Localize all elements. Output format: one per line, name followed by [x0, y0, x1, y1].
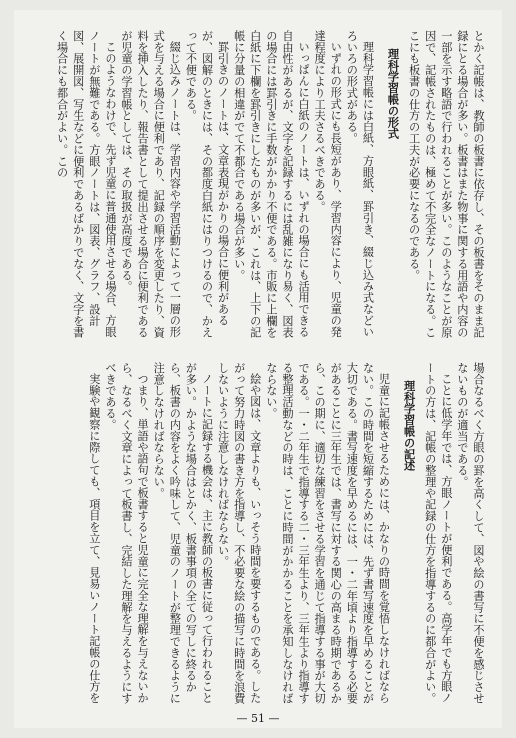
paragraph: 実験や観察に際しても、項目を立て、見易いノート記帳の仕方を [87, 373, 101, 704]
paragraph: ノートに記録する機会は、主に教師の板書に従って行われることが多い。かような場合はとかく、板書事項の全ての写しに終るから、板書の内容をよく吟味して、児童のノートが整理できるように注意しなければならない。 [152, 362, 214, 704]
bottom-tier-text [28, 362, 486, 706]
paragraph: いずれの形式にも長短があり、学習内容により、児童の発達程度により工夫さるべきである。 [313, 30, 343, 338]
paragraph: とかく記帳は、教師の板書に依存し、その板書をそのまま記録にとる場合が多い。板書はまた物事に関する用語や内容の一部を示す略語で行われることが多い。このようなことが原因で、記帳されたものは、極めて不完全なノートになる。ここにも板書の仕方の工夫が必要になるのである。 [407, 30, 485, 338]
paragraph: いっぱんに白紙のノートは、いずれの場合にも活用できる自由性があるが、文字を記録するには乱雑になり易く、図表の場合には罫引きに手数がかかり不便である。市販に上欄を白紙に下欄を罫引きにしたものが多いが、これは、上下の記帳に分量の相違がでて不都合である場合が多い。 [232, 30, 311, 338]
section-heading: 理科学習帳の形式 [386, 47, 400, 140]
paragraph: 罫引きのノートは、文章表現がかりの場合に便利があるが、図解のときには、その都度白紙にはりつけるので、かえって不便である。 [184, 30, 230, 338]
paragraph: 綴じ込みノートは、学習内容や学習活動によって一層の形式を与える場合に便利であり、記録の順序を変更したり、資料を挿入したり、報告書として提出させる場合に便利であるが児童の学習帳としては、その取扱が高度である。 [120, 30, 182, 338]
paragraph: 絵や図は、文章よりも、いっそう時間を要するものである。したがって努力時図の書き方を指導し、不必要な絵の描写に時間を浪費しないように注意しなければならない。 [216, 362, 262, 704]
paragraph: 児童に記帳させるためには、かなりの時間を覚悟しなければならない。この時間を短縮するためには、先ず書写速度を早めることが大切である。書写速度を早めるには、一・二年頃より指導する必要があることに三年生では、書写に対する関心の高まる時期であるから、この期に、適切な練習をさせる学習を通じて指導する事が大切である。一・二年生で指導する二・三年生より、三年生より指導する整理活動などの時は、ことに時間がかかることを承知しなければならない。 [264, 362, 391, 704]
paragraph: 理科学習帳には白紙、方眼紙、罫引き、綴じ込み式などいろいろの形式がある。 [345, 30, 375, 338]
paragraph: ことに低学年では、方眼ノートが便利である。高学年でも方眼ノートの方は、記帳の整理や記録の仕方を指導するのに都合がよい。 [423, 362, 453, 704]
paragraph: 場合なるべく方眼の罫を高くして、図や絵の書写に不便を感じさせないものが適当である。 [455, 362, 485, 704]
paragraph: つまり、単語や語句で板書すると児童に完全な理解を与えないから、なるべく文章によって板書し、完結した理解を与えるようにすべきである。 [103, 362, 150, 704]
paragraph: このようなわけで、先ず児童に普通使用させる場合、方眼ノートが無難である。方眼ノートは、図表、グラフ、設計図、展開図、写生などに便利であるばかりでなく、文字を書く場合にも都合がよい。この [55, 30, 117, 338]
page-number: — 51 — [236, 712, 280, 725]
top-tier-text [28, 30, 486, 348]
section-heading: 理科学習帳の記述 [402, 379, 416, 472]
